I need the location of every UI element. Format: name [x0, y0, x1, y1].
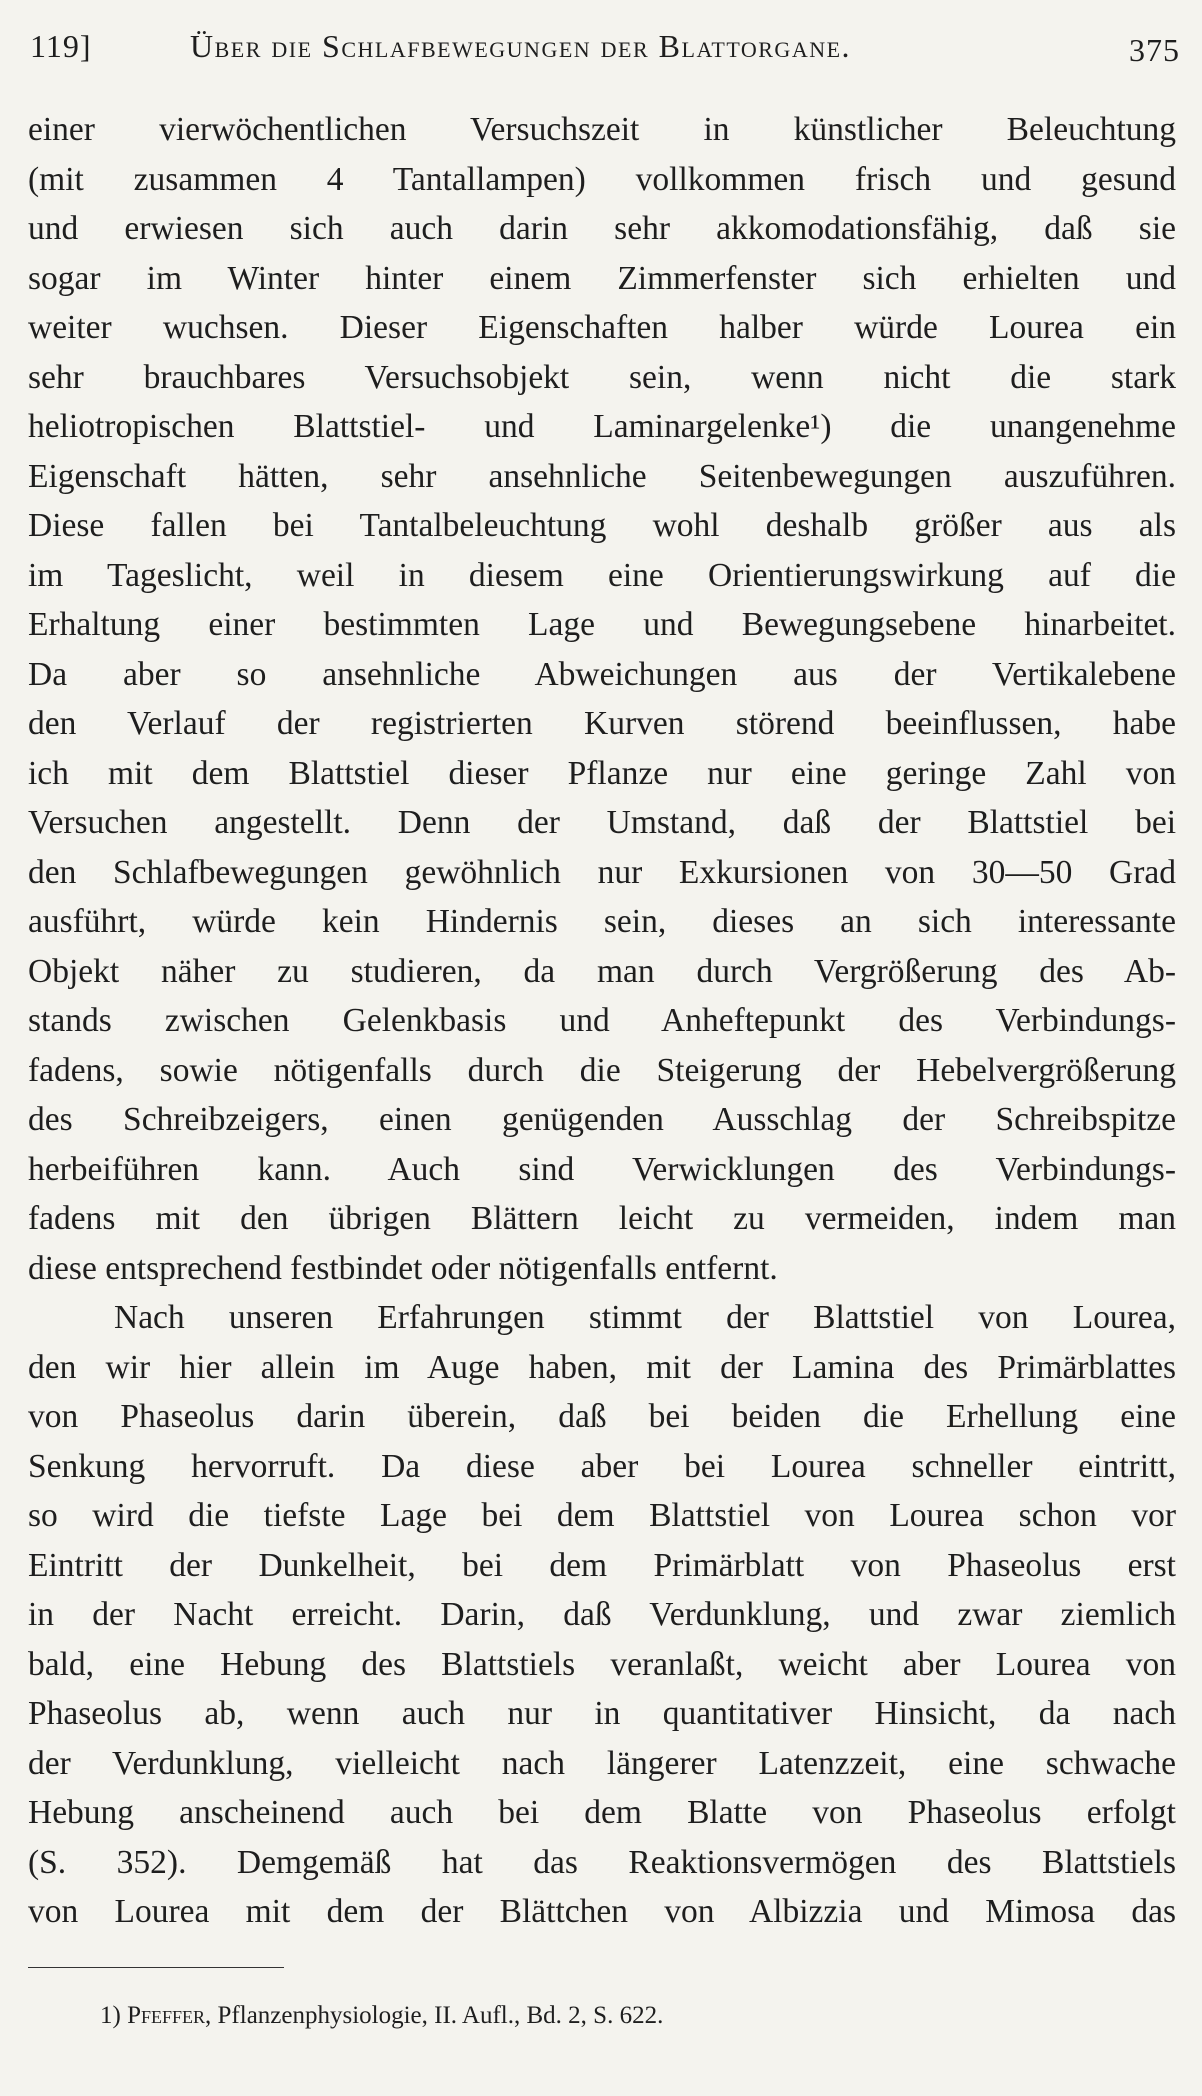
text-line: fadens mit den übrigen Blättern leicht zu vermeiden, indem man: [28, 1200, 1176, 1237]
text-line: den wir hier allein im Auge haben, mit der Lamina des Primärblattes: [28, 1348, 1176, 1386]
text-line: Diese fallen bei Tantalbeleuchtung wohl deshalb größer aus als: [28, 507, 1176, 544]
text-line: diese entsprechend festbindet oder nötigenfalls entfernt.: [28, 1249, 778, 1287]
footnote-marker: 1): [100, 2002, 121, 2029]
text-line: sogar im Winter hinter einem Zimmerfenster sich erhielten und: [28, 259, 1176, 297]
text-line: Versuchen angestellt. Denn der Umstand, daß der Blattstiel bei: [28, 804, 1176, 841]
text-line: einer vierwöchentlichen Versuchszeit in künstlicher Beleuchtung: [28, 111, 1176, 148]
text-line: Erhaltung einer bestimmten Lage und Bewegungsebene hinarbeitet.: [28, 606, 1176, 643]
text-line: bald, eine Hebung des Blattstiels veranlaßt, weicht aber Lourea von: [28, 1645, 1176, 1683]
text-line: Phaseolus ab, wenn auch nur in quantitativer Hinsicht, da nach: [28, 1695, 1176, 1732]
text-line: und erwiesen sich auch darin sehr akkomodationsfähig, daß sie: [28, 210, 1176, 247]
text-line: sehr brauchbares Versuchsobjekt sein, wenn nicht die stark: [28, 358, 1176, 396]
text-line: Objekt näher zu studieren, da man durch Vergrößerung des Ab-: [28, 952, 1176, 990]
page-header: [30, 28, 1180, 68]
text-line: von Lourea mit dem der Blättchen von Albizzia und Mimosa das: [28, 1893, 1176, 1930]
text-line: in der Nacht erreicht. Darin, daß Verdunklung, und zwar ziemlich: [28, 1596, 1176, 1633]
text-line: Eintritt der Dunkelheit, bei dem Primärblatt von Phaseolus erst: [28, 1546, 1176, 1584]
text-line: des Schreibzeigers, einen genügenden Ausschlag der Schreibspitze: [28, 1101, 1176, 1138]
text-line: Senkung hervorruft. Da diese aber bei Lourea schneller eintritt,: [28, 1447, 1176, 1485]
footnote: [100, 2002, 663, 2030]
text-line: fadens, sowie nötigenfalls durch die Steigerung der Hebelvergrößerung: [28, 1051, 1176, 1089]
body-text: [28, 105, 1176, 1937]
text-line: stands zwischen Gelenkbasis und Anheftepunkt des Verbindungs-: [28, 1002, 1176, 1039]
text-line: Eigenschaft hätten, sehr ansehnliche Seitenbewegungen auszuführen.: [28, 457, 1176, 495]
text-line: herbeiführen kann. Auch sind Verwicklungen des Verbindungs-: [28, 1150, 1176, 1188]
text-line: im Tageslicht, weil in diesem eine Orientierungswirkung auf die: [28, 556, 1176, 594]
text-line: der Verdunklung, vielleicht nach längerer Latenzzeit, eine schwache: [28, 1744, 1176, 1782]
text-line: Hebung anscheinend auch bei dem Blatte von Phaseolus erfolgt: [28, 1794, 1176, 1831]
footnote-divider: [28, 1967, 284, 1968]
text-line: den Verlauf der registrierten Kurven störend beeinflussen, habe: [28, 705, 1176, 742]
text-line: Nach unseren Erfahrungen stimmt der Blattstiel von Lourea,: [114, 1299, 1176, 1336]
footnote-author: Pfeffer,: [127, 2002, 212, 2029]
text-line: (mit zusammen 4 Tantallampen) vollkommen frisch und gesund: [28, 160, 1176, 198]
footnote-citation: Pflanzenphysiologie, II. Aufl., Bd. 2, S. 622.: [217, 2002, 664, 2029]
running-title: Über die Schlafbewegungen der Blattorgane.: [190, 28, 852, 64]
text-line: ich mit dem Blattstiel dieser Pflanze nur eine geringe Zahl von: [28, 754, 1176, 792]
text-line: weiter wuchsen. Dieser Eigenschaften halber würde Lourea ein: [28, 309, 1176, 346]
text-line: den Schlafbewegungen gewöhnlich nur Exkursionen von 30—50 Grad: [28, 853, 1176, 891]
page-number-right: 375: [1129, 32, 1180, 68]
page-number-left: 119]: [30, 28, 92, 64]
text-line: von Phaseolus darin überein, daß bei beiden die Erhellung eine: [28, 1398, 1176, 1435]
text-line: heliotropischen Blattstiel- und Laminargelenke¹) die unangenehme: [28, 408, 1176, 445]
text-line: ausführt, würde kein Hindernis sein, dieses an sich interessante: [28, 903, 1176, 940]
text-line: Da aber so ansehnliche Abweichungen aus der Vertikalebene: [28, 655, 1176, 693]
text-line: so wird die tiefste Lage bei dem Blattstiel von Lourea schon vor: [28, 1497, 1176, 1534]
text-line: (S. 352). Demgemäß hat das Reaktionsvermögen des Blattstiels: [28, 1843, 1176, 1881]
